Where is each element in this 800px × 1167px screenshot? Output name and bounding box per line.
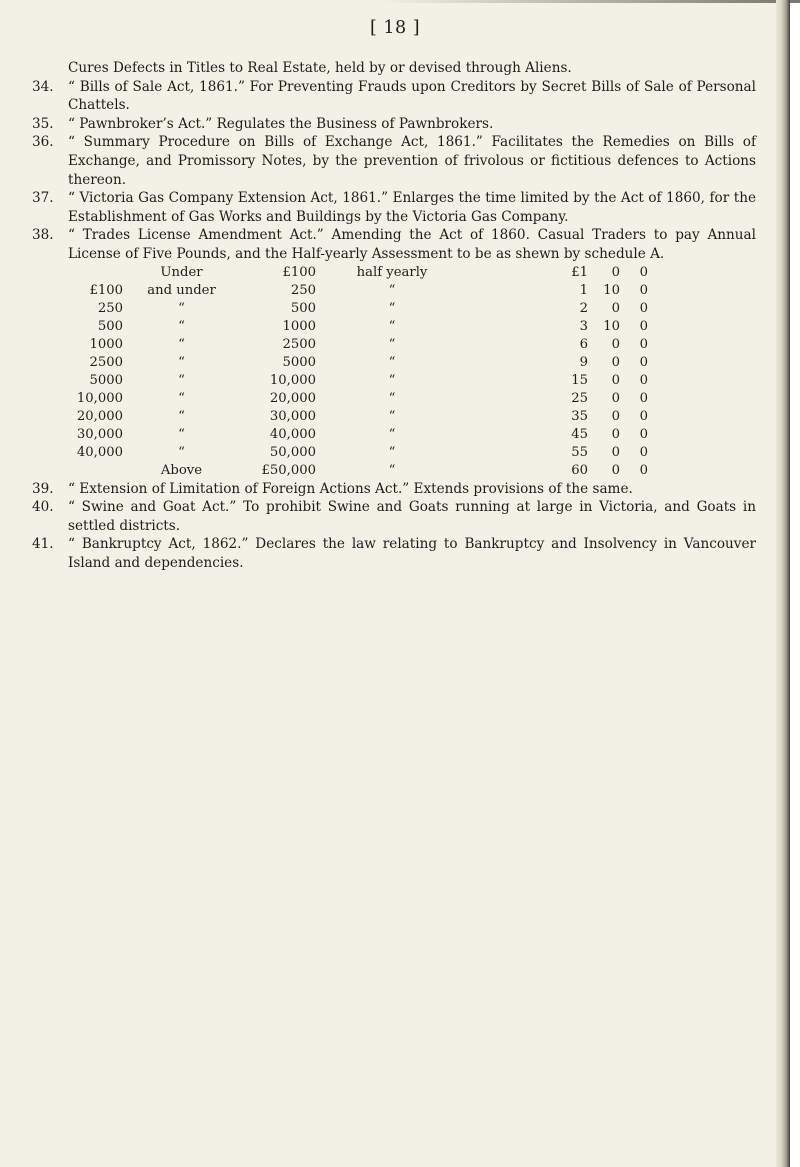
cell-shillings: 0 [611,336,620,352]
table-row [68,300,718,318]
cell-shillings: 10 [603,282,620,298]
intro-paragraph [32,59,756,78]
cell-to: 50,000 [269,444,316,460]
item-number: 36. [32,134,54,151]
table-row [68,444,718,462]
cell-half-yearly: “ [388,354,396,370]
cell-to: 2500 [282,336,316,352]
cell-from: 1000 [89,336,123,352]
item-text: “ Victoria Gas Company Extension Act, 1861.” Enlarges the time limited by the Act of 1860, for the Establishment of Gas Works and Buildings by the Victoria Gas Company. [68,190,756,225]
cell-shillings: 0 [611,426,620,442]
schedule-a-table [68,264,718,480]
cell-pence: 0 [639,444,648,460]
list-item-40 [32,498,756,535]
cell-to: 5000 [282,354,316,370]
cell-to: 1000 [282,318,316,334]
cell-shillings: 10 [603,318,620,334]
cell-pence: 0 [639,354,648,370]
item-number: 40. [32,499,54,516]
cell-to: 40,000 [269,426,316,442]
page-number: [ 18 ] [369,18,421,38]
item-number: 38. [32,227,54,244]
table-row [68,426,718,444]
cell-and-under: “ [178,408,185,424]
cell-half-yearly: “ [388,426,396,442]
cell-and-under: “ [178,426,185,442]
item-text: “ Extension of Limitation of Foreign Actions Act.” Extends provisions of the same. [68,480,633,497]
table-row [68,336,718,354]
page-body [32,59,756,573]
table-row [68,462,718,480]
cell-and-under: “ [178,318,185,334]
item-number: 39. [32,480,54,497]
cell-shillings: 0 [611,372,620,388]
table-row [68,408,718,426]
list-item-39 [32,480,756,499]
item-number: 37. [32,190,54,207]
cell-pounds: 55 [571,444,588,460]
cell-to: 30,000 [269,408,316,424]
cell-half-yearly: “ [388,318,396,334]
cell-pence: 0 [639,390,648,406]
cell-pounds: 2 [579,300,588,316]
cell-and-under: and under [147,282,216,298]
cell-from: 250 [97,300,123,316]
cell-pence: 0 [639,282,648,298]
item-text: “ Bankruptcy Act, 1862.” Declares the law relating to Bankruptcy and Insolvency in Vancouver Island and dependencies. [68,536,756,571]
cell-shillings: 0 [611,300,620,316]
list-item-36 [32,133,756,189]
item-text: “ Trades License Amendment Act.” Amending the Act of 1860. Casual Traders to pay Annual License of Five Pounds, and the Half-yearly Assessment to be as shewn by schedule A. [68,227,756,262]
cell-pence: 0 [639,462,648,478]
page-edge-shadow [776,0,790,1167]
cell-and-under: “ [178,336,185,352]
cell-from: 40,000 [76,444,123,460]
cell-from: 30,000 [76,426,123,442]
cell-shillings: 0 [611,462,620,478]
cell-pounds: 60 [571,462,588,478]
schedule-header-row [68,264,718,282]
cell-pounds: 1 [579,282,588,298]
list-item-41 [32,535,756,572]
cell-and-under: “ [178,372,185,388]
item-number: 34. [32,78,54,95]
cell-to: £50,000 [261,462,316,478]
table-row [68,390,718,408]
cell-and-under: “ [178,354,185,370]
page-edge-shadow-top [380,0,800,3]
cell-and-under: “ [178,300,185,316]
schedule-rows [68,282,718,480]
cell-from: 10,000 [76,390,123,406]
cell-to: 20,000 [269,390,316,406]
cell-pounds: 15 [571,372,588,388]
cell-shillings: 0 [611,408,620,424]
cell-half-yearly: “ [388,444,396,460]
cell-shillings: 0 [611,264,620,280]
cell-half-yearly: “ [388,300,396,316]
table-row [68,354,718,372]
cell-pounds: 6 [579,336,588,352]
cell-half-yearly: “ [388,336,396,352]
cell-shillings: 0 [611,444,620,460]
cell-pence: 0 [639,264,648,280]
cell-from: 20,000 [76,408,123,424]
cell-to: 10,000 [269,372,316,388]
cell-half-yearly: “ [388,390,396,406]
item-text: “ Bills of Sale Act, 1861.” For Preventing Frauds upon Creditors by Secret Bills of Sale of Personal Chattels. [68,78,756,114]
item-number: 35. [32,115,54,132]
cell-to: £100 [282,264,316,280]
table-row [68,372,718,390]
cell-half-yearly: “ [388,282,396,298]
cell-to: 500 [290,300,316,316]
list-item-37 [32,189,756,226]
cell-from: £100 [89,282,123,298]
cell-pence: 0 [639,300,648,316]
cell-pence: 0 [639,372,648,388]
item-text: “ Swine and Goat Act.” To prohibit Swine and Goats running at large in Victoria, and Goats in settled districts. [68,499,756,534]
intro-text: Cures Defects in Titles to Real Estate, held by or devised through Aliens. [68,60,572,76]
item-number: 41. [32,536,54,553]
cell-to: 250 [290,282,316,298]
item-text: “ Pawnbroker’s Act.” Regulates the Business of Pawnbrokers. [68,115,494,132]
cell-pounds: 9 [579,354,588,370]
list-item-35 [32,115,756,134]
cell-half-yearly: “ [388,408,396,424]
cell-from: 2500 [89,354,123,370]
cell-pence: 0 [639,426,648,442]
cell-from: 5000 [89,372,123,388]
cell-shillings: 0 [611,354,620,370]
table-row [68,282,718,300]
cell-pounds: 25 [571,390,588,406]
cell-half-yearly: “ [388,462,396,478]
cell-half-yearly: half yearly [356,264,428,280]
cell-half-yearly: “ [388,372,396,388]
cell-pounds: 3 [579,318,588,334]
cell-pence: 0 [639,336,648,352]
cell-pounds: 45 [571,426,588,442]
list-item-38 [32,226,756,263]
table-row [68,318,718,336]
cell-from: 500 [97,318,123,334]
cell-and-under: “ [178,444,185,460]
cell-pence: 0 [639,318,648,334]
cell-pounds: 35 [571,408,588,424]
item-text: “ Summary Procedure on Bills of Exchange Act, 1861.” Facilitates the Remedies on Bills of Exchange, and Promissory Notes, by the prevention of frivolous or fictitious defences to Actions thereon. [68,134,756,188]
cell-pounds: £1 [571,264,588,280]
cell-and-under: Under [160,264,203,280]
list-item-34 [32,78,756,115]
cell-shillings: 0 [611,390,620,406]
cell-pence: 0 [639,408,648,424]
cell-and-under: Above [160,462,203,478]
cell-and-under: “ [178,390,185,406]
